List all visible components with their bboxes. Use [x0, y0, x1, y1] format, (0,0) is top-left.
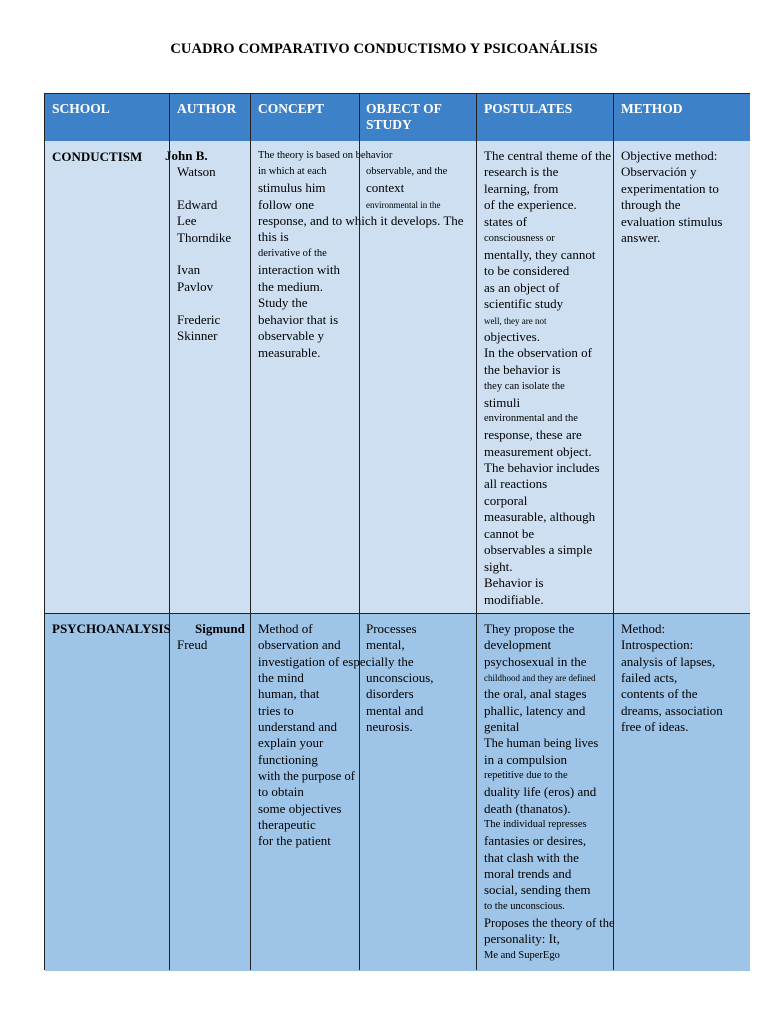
header-author: AUTHOR [177, 101, 237, 116]
author-line: Ivan [177, 262, 201, 277]
method-line: answer. [621, 230, 661, 245]
document-title: CUADRO COMPARATIVO CONDUCTISMO Y PSICOANÁLISIS [170, 41, 598, 57]
postulate-line: they can isolate the [484, 381, 565, 392]
postulate-line: cannot be [484, 526, 535, 541]
postulate-line: well, they are not [484, 316, 547, 326]
concept-line: with the purpose of [258, 769, 355, 783]
postulate-line: measurable, although [484, 509, 596, 524]
postulate-line: repetitive due to the [484, 770, 568, 781]
postulate-line: personality: It, [484, 931, 560, 946]
method-line: Objective method: [621, 148, 718, 163]
method-line: Method: [621, 621, 666, 636]
concept-line: understand and [258, 719, 338, 734]
postulate-line: observables a simple [484, 542, 593, 557]
object-line: context [366, 180, 405, 195]
header-method: METHOD [621, 101, 683, 116]
postulate-line: development [484, 637, 552, 652]
header-school: SCHOOL [52, 101, 110, 116]
postulate-line: in a compulsion [484, 752, 568, 767]
postulate-line: modifiable. [484, 592, 544, 607]
header-concept: CONCEPT [258, 101, 325, 116]
method-line: failed acts, [621, 670, 678, 685]
column-divider [250, 94, 251, 970]
postulate-line: response, these are [484, 427, 582, 442]
method-line: experimentation to [621, 181, 719, 196]
object-line: mental and [366, 703, 424, 718]
postulate-line: to be considered [484, 263, 570, 278]
concept-line: observation and [258, 637, 341, 652]
postulate-line: environmental and the [484, 413, 578, 424]
method-line: through the [621, 197, 681, 212]
postulate-line: the oral, anal stages [484, 686, 587, 701]
postulate-line: that clash with the [484, 850, 579, 865]
concept-line: for the patient [258, 833, 331, 848]
postulate-line: measurement object. [484, 444, 592, 459]
concept-line: response, and to which it develops. The [258, 213, 464, 228]
concept-line: Method of [258, 621, 313, 636]
concept-line: stimulus him [258, 180, 326, 195]
author-line: Edward [177, 197, 218, 212]
author-line: Watson [177, 164, 216, 179]
concept-line: Study the [258, 295, 308, 310]
author-line: Thorndike [177, 230, 232, 245]
author-line: John B. [165, 148, 208, 163]
author-line: Pavlov [177, 279, 214, 294]
object-line: unconscious, [366, 670, 434, 685]
header-postulates: POSTULATES [484, 101, 573, 116]
postulate-line: states of [484, 214, 527, 229]
concept-line: behavior that is [258, 312, 339, 327]
concept-line: observable y [258, 328, 325, 343]
method-line: analysis of lapses, [621, 654, 716, 669]
concept-line: follow one [258, 197, 314, 212]
concept-line: human, that [258, 686, 320, 701]
concept-line: explain your [258, 735, 324, 750]
concept-line: this is [258, 229, 289, 244]
concept-line: measurable. [258, 345, 321, 360]
postulate-line: of the experience. [484, 197, 577, 212]
column-divider [613, 94, 614, 970]
object-line: observable, and the [366, 166, 448, 177]
author-line: Frederic [177, 312, 221, 327]
author-conductism [165, 148, 232, 343]
object-line: neurosis. [366, 719, 413, 734]
postulate-line: death (thanatos). [484, 801, 571, 816]
author-psychoanalysis [177, 621, 245, 687]
postulate-line: mentally, they cannot [484, 247, 596, 262]
postulate-line: corporal [484, 493, 528, 508]
concept-line: investigation of especially the [258, 654, 414, 669]
method-conductism [621, 148, 723, 279]
object-line: Processes [366, 621, 417, 636]
concept-line: interaction with [258, 262, 340, 277]
object-line: mental, [366, 637, 405, 652]
concept-line: derivative of the [258, 248, 327, 259]
author-line: Skinner [177, 328, 218, 343]
postulate-line: the behavior is [484, 362, 561, 377]
method-line: contents of the [621, 686, 698, 701]
concept-line: to obtain [258, 784, 304, 799]
postulate-line: fantasies or desires, [484, 833, 587, 848]
postulate-line: social, sending them [484, 882, 591, 897]
concept-line: the medium. [258, 279, 323, 294]
postulate-line: The individual represses [484, 819, 587, 830]
concept-line: therapeutic [258, 817, 316, 832]
method-line: Introspection: [621, 637, 694, 652]
postulates-psychoanalysis [484, 621, 615, 998]
postulate-line: genital [484, 719, 520, 734]
method-line: dreams, association [621, 703, 723, 718]
object-line: environmental in the [366, 200, 441, 210]
postulate-line: phallic, latency and [484, 703, 586, 718]
postulate-line: moral trends and [484, 866, 572, 881]
comparison-table [44, 93, 750, 970]
school-conductism: CONDUCTISM [52, 149, 143, 164]
object-conductism [366, 164, 448, 246]
concept-line: some objectives [258, 801, 342, 816]
method-line: evaluation stimulus [621, 214, 723, 229]
object-psychoanalysis [366, 621, 434, 752]
postulate-line: The behavior includes [484, 460, 600, 475]
postulate-line: They propose the [484, 621, 575, 636]
school-psychoanalysis: PSYCHOANALYSIS [52, 621, 171, 636]
method-line: free of ideas. [621, 719, 689, 734]
postulate-line: psychosexual in the [484, 654, 587, 669]
concept-line: in which at each [258, 166, 327, 177]
postulate-line: Proposes the theory of the [484, 916, 615, 930]
concept-line: the mind [258, 670, 304, 685]
object-line: disorders [366, 686, 414, 701]
postulate-line: consciousness or [484, 233, 555, 244]
postulate-line: objectives. [484, 329, 540, 344]
concept-line: tries to [258, 703, 294, 718]
postulate-line: sight. [484, 559, 513, 574]
header-object-of-study: OBJECT OF STUDY [366, 101, 442, 132]
postulate-line: The central theme of the [484, 148, 612, 163]
postulate-line: childhood and they are defined [484, 673, 596, 683]
author-line: Freud [177, 637, 208, 652]
author-line: Lee [177, 213, 197, 228]
postulate-line: scientific study [484, 296, 564, 311]
concept-line: The theory is based on behavior [258, 150, 393, 161]
author-line: Sigmund [195, 621, 245, 636]
postulate-line: learning, from [484, 181, 559, 196]
concept-line: functioning [258, 752, 318, 767]
method-line: Observación y [621, 164, 697, 179]
column-divider [476, 94, 477, 970]
postulate-line: as an object of [484, 280, 560, 295]
postulate-line: all reactions [484, 476, 548, 491]
postulate-line: The human being lives [484, 736, 599, 750]
postulate-line: In the observation of [484, 345, 592, 360]
postulate-line: duality life (eros) and [484, 784, 597, 799]
postulate-line: stimuli [484, 395, 521, 410]
method-psychoanalysis [621, 621, 723, 769]
postulate-line: Behavior is [484, 575, 544, 590]
postulate-line: research is the [484, 164, 559, 179]
postulate-line: Me and SuperEgo [484, 950, 560, 961]
postulate-line: to the unconscious. [484, 901, 565, 912]
column-divider [169, 94, 170, 970]
